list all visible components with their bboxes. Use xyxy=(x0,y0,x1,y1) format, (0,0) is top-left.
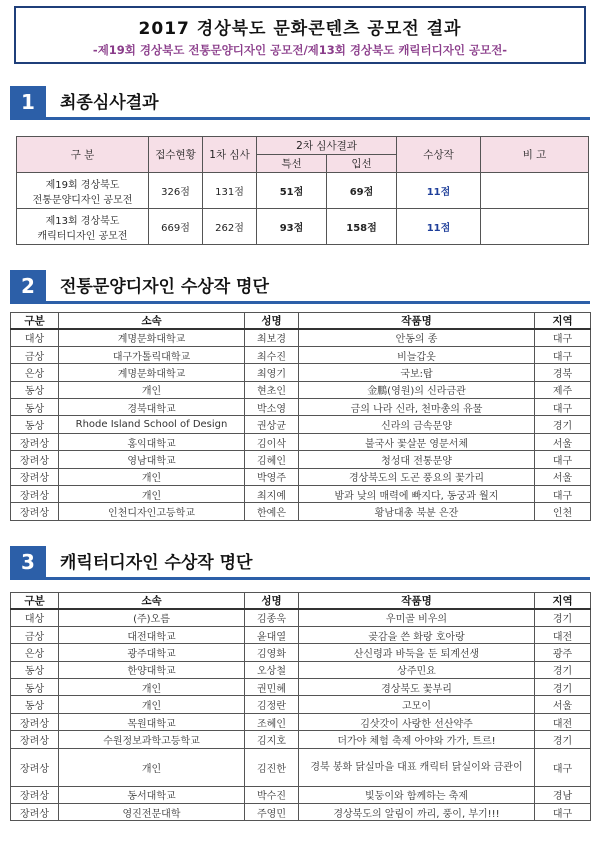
work-cell: 金鵬(영원)의 신라금관 xyxy=(299,381,535,398)
affiliation-cell: 광주대학교 xyxy=(59,644,245,661)
header-region: 지역 xyxy=(535,313,591,330)
rank-cell: 동상 xyxy=(11,399,59,416)
work-cell: 김삿갓이 사랑한 선산약주 xyxy=(299,713,535,730)
awarded: 11점 xyxy=(397,209,481,245)
header-work: 작품명 xyxy=(299,593,535,610)
submissions: 326점 xyxy=(149,173,203,209)
table-row xyxy=(11,731,591,748)
work-cell: 불국사 꽃살문 영문서체 xyxy=(299,433,535,450)
table-row xyxy=(11,679,591,696)
affiliation-cell: 개인 xyxy=(59,381,245,398)
table-row xyxy=(11,786,591,803)
section-title: 전통문양디자인 수상작 명단 xyxy=(60,277,269,297)
rank-cell: 동상 xyxy=(11,696,59,713)
page-title: 2017 경상북도 문화콘텐츠 공모전 결과 xyxy=(138,19,462,39)
header-work: 작품명 xyxy=(299,313,535,330)
affiliation-cell: 개인 xyxy=(59,468,245,485)
rank-cell: 동상 xyxy=(11,416,59,433)
work-cell: 신라의 금속문양 xyxy=(299,416,535,433)
name-cell: 박소영 xyxy=(245,399,299,416)
table-row xyxy=(11,713,591,730)
region-cell: 경기 xyxy=(535,679,591,696)
affiliation-cell: 대전대학교 xyxy=(59,626,245,643)
region-cell: 서울 xyxy=(535,468,591,485)
name-cell: 김종욱 xyxy=(245,609,299,626)
affiliation-cell: 영진전문대학 xyxy=(59,804,245,821)
name-cell: 김이삭 xyxy=(245,433,299,450)
section-number: 2 xyxy=(10,270,46,302)
header-rank: 구분 xyxy=(11,313,59,330)
header-awarded: 수상작 xyxy=(397,137,481,173)
submissions: 669점 xyxy=(149,209,203,245)
region-cell: 경기 xyxy=(535,731,591,748)
rank-cell: 장려상 xyxy=(11,713,59,730)
section-title: 캐릭터디자인 수상작 명단 xyxy=(60,553,253,573)
work-cell: 산신령과 바둑을 둔 퇴계선생 xyxy=(299,644,535,661)
rank-cell: 대상 xyxy=(11,329,59,346)
rank-cell: 금상 xyxy=(11,346,59,363)
table-row xyxy=(11,486,591,503)
header-affiliation: 소속 xyxy=(59,593,245,610)
work-cell: 곶감을 쓴 화랑 호아랑 xyxy=(299,626,535,643)
section-underline xyxy=(10,577,590,580)
affiliation-cell: 영남대학교 xyxy=(59,451,245,468)
rank-cell: 동상 xyxy=(11,381,59,398)
region-cell: 서울 xyxy=(535,433,591,450)
summary-row xyxy=(17,209,589,245)
region-cell: 제주 xyxy=(535,381,591,398)
section-character-awards xyxy=(10,546,590,580)
table-row xyxy=(11,416,591,433)
selected: 69점 xyxy=(327,173,397,209)
work-cell: 상주민요 xyxy=(299,661,535,678)
region-cell: 경기 xyxy=(535,609,591,626)
header-category: 구 분 xyxy=(17,137,149,173)
name-cell: 권민혜 xyxy=(245,679,299,696)
name-cell: 오상철 xyxy=(245,661,299,678)
awarded: 11점 xyxy=(397,173,481,209)
selected: 158점 xyxy=(327,209,397,245)
note xyxy=(481,209,589,245)
region-cell: 대구 xyxy=(535,329,591,346)
header-rank: 구분 xyxy=(11,593,59,610)
region-cell: 경기 xyxy=(535,416,591,433)
region-cell: 대전 xyxy=(535,626,591,643)
summary-row xyxy=(17,173,589,209)
rank-cell: 은상 xyxy=(11,364,59,381)
region-cell: 대구 xyxy=(535,399,591,416)
character-awards-table xyxy=(10,592,591,821)
name-cell: 김정란 xyxy=(245,696,299,713)
name-cell: 한예은 xyxy=(245,503,299,520)
rank-cell: 장려상 xyxy=(11,804,59,821)
region-cell: 경북 xyxy=(535,364,591,381)
section-number: 1 xyxy=(10,86,46,118)
header-affiliation: 소속 xyxy=(59,313,245,330)
work-cell: 빛둥이와 함께하는 축제 xyxy=(299,786,535,803)
section-title: 최종심사결과 xyxy=(60,93,159,113)
region-cell: 대구 xyxy=(535,486,591,503)
region-cell: 대구 xyxy=(535,804,591,821)
table-row xyxy=(11,433,591,450)
table-row xyxy=(11,696,591,713)
table-row xyxy=(11,503,591,520)
table-row xyxy=(11,346,591,363)
affiliation-cell: 계명문화대학교 xyxy=(59,364,245,381)
name-cell: 최수진 xyxy=(245,346,299,363)
region-cell: 대구 xyxy=(535,748,591,786)
rank-cell: 장려상 xyxy=(11,748,59,786)
affiliation-cell: 수원정보과학고등학교 xyxy=(59,731,245,748)
region-cell: 경기 xyxy=(535,661,591,678)
rank-cell: 장려상 xyxy=(11,451,59,468)
section-final-results xyxy=(10,86,590,120)
work-cell: 더가야 체험 축제 아야와 가가, 트르! xyxy=(299,731,535,748)
section-number: 3 xyxy=(10,546,46,578)
work-cell: 황남대총 북분 은잔 xyxy=(299,503,535,520)
rank-cell: 동상 xyxy=(11,661,59,678)
rank-cell: 동상 xyxy=(11,679,59,696)
table-row xyxy=(11,381,591,398)
work-cell: 경북 봉화 닭실마을 대표 캐릭터 닭실이와 금관이 xyxy=(299,748,535,786)
header-round2: 2차 심사결과 xyxy=(257,137,397,155)
header-special: 특선 xyxy=(257,155,327,173)
table-row xyxy=(11,748,591,786)
rank-cell: 은상 xyxy=(11,644,59,661)
header-name: 성명 xyxy=(245,313,299,330)
work-cell: 청성대 전통문양 xyxy=(299,451,535,468)
title-box xyxy=(14,6,586,64)
affiliation-cell: 홍익대학교 xyxy=(59,433,245,450)
name-cell: 조혜인 xyxy=(245,713,299,730)
rank-cell: 대상 xyxy=(11,609,59,626)
summary-table xyxy=(16,136,589,245)
table-row xyxy=(11,661,591,678)
affiliation-cell: 인천디자인고등학교 xyxy=(59,503,245,520)
table-row xyxy=(11,468,591,485)
table-row xyxy=(11,626,591,643)
affiliation-cell: 경북대학교 xyxy=(59,399,245,416)
region-cell: 대전 xyxy=(535,713,591,730)
pattern-awards-table xyxy=(10,312,591,521)
rank-cell: 장려상 xyxy=(11,731,59,748)
name-cell: 박수진 xyxy=(245,786,299,803)
header-name: 성명 xyxy=(245,593,299,610)
special: 93점 xyxy=(257,209,327,245)
work-cell: 금의 나라 신라, 천마총의 유물 xyxy=(299,399,535,416)
region-cell: 인천 xyxy=(535,503,591,520)
note xyxy=(481,173,589,209)
affiliation-cell: (주)오름 xyxy=(59,609,245,626)
affiliation-cell: 개인 xyxy=(59,748,245,786)
section-underline xyxy=(10,117,590,120)
name-cell: 주영민 xyxy=(245,804,299,821)
affiliation-cell: 계명문화대학교 xyxy=(59,329,245,346)
table-row xyxy=(11,609,591,626)
section-pattern-awards xyxy=(10,270,590,304)
name-cell: 박영주 xyxy=(245,468,299,485)
region-cell: 대구 xyxy=(535,451,591,468)
affiliation-cell: 개인 xyxy=(59,696,245,713)
header-note: 비 고 xyxy=(481,137,589,173)
special: 51점 xyxy=(257,173,327,209)
header-region: 지역 xyxy=(535,593,591,610)
name-cell: 최보경 xyxy=(245,329,299,346)
table-row xyxy=(11,804,591,821)
round1: 262점 xyxy=(203,209,257,245)
region-cell: 대구 xyxy=(535,346,591,363)
name-cell: 최지예 xyxy=(245,486,299,503)
affiliation-cell: 대구가톨릭대학교 xyxy=(59,346,245,363)
table-row xyxy=(11,399,591,416)
name-cell: 김혜인 xyxy=(245,451,299,468)
rank-cell: 장려상 xyxy=(11,503,59,520)
rank-cell: 금상 xyxy=(11,626,59,643)
name-cell: 권상균 xyxy=(245,416,299,433)
table-row xyxy=(11,364,591,381)
work-cell: 우미골 비우의 xyxy=(299,609,535,626)
name-cell: 윤대열 xyxy=(245,626,299,643)
affiliation-cell: 목원대학교 xyxy=(59,713,245,730)
affiliation-cell: 한양대학교 xyxy=(59,661,245,678)
work-cell: 밤과 낮의 매력에 빠지다, 동궁과 월지 xyxy=(299,486,535,503)
affiliation-cell: Rhode Island School of Design xyxy=(59,416,245,433)
region-cell: 경남 xyxy=(535,786,591,803)
name-cell: 김영화 xyxy=(245,644,299,661)
name-cell: 현초인 xyxy=(245,381,299,398)
page-subtitle: -제19회 경상북도 전통문양디자인 공모전/제13회 경상북도 캐릭터디자인 공모전- xyxy=(92,43,508,57)
work-cell: 비늘갑옷 xyxy=(299,346,535,363)
name-cell: 김지호 xyxy=(245,731,299,748)
rank-cell: 장려상 xyxy=(11,486,59,503)
rank-cell: 장려상 xyxy=(11,786,59,803)
name-cell: 최영기 xyxy=(245,364,299,381)
name-cell: 김진한 xyxy=(245,748,299,786)
work-cell: 경상북도의 알림이 까리, 풍이, 부기!!! xyxy=(299,804,535,821)
affiliation-cell: 동서대학교 xyxy=(59,786,245,803)
affiliation-cell: 개인 xyxy=(59,486,245,503)
work-cell: 경상북도의 도곤 풍요의 꽃가리 xyxy=(299,468,535,485)
table-row xyxy=(11,329,591,346)
contest-name: 제13회 경상북도 캐릭터디자인 공모전 xyxy=(17,209,149,245)
section-underline xyxy=(10,301,590,304)
work-cell: 안동의 종 xyxy=(299,329,535,346)
work-cell: 국보:탑 xyxy=(299,364,535,381)
contest-name: 제19회 경상북도 전통문양디자인 공모전 xyxy=(17,173,149,209)
table-row xyxy=(11,451,591,468)
rank-cell: 장려상 xyxy=(11,433,59,450)
round1: 131점 xyxy=(203,173,257,209)
header-submissions: 접수현황 xyxy=(149,137,203,173)
table-row xyxy=(11,644,591,661)
region-cell: 광주 xyxy=(535,644,591,661)
work-cell: 고모이 xyxy=(299,696,535,713)
header-selected: 입선 xyxy=(327,155,397,173)
header-round1: 1차 심사 xyxy=(203,137,257,173)
work-cell: 경상북도 꽃부리 xyxy=(299,679,535,696)
region-cell: 서울 xyxy=(535,696,591,713)
rank-cell: 장려상 xyxy=(11,468,59,485)
affiliation-cell: 개인 xyxy=(59,679,245,696)
